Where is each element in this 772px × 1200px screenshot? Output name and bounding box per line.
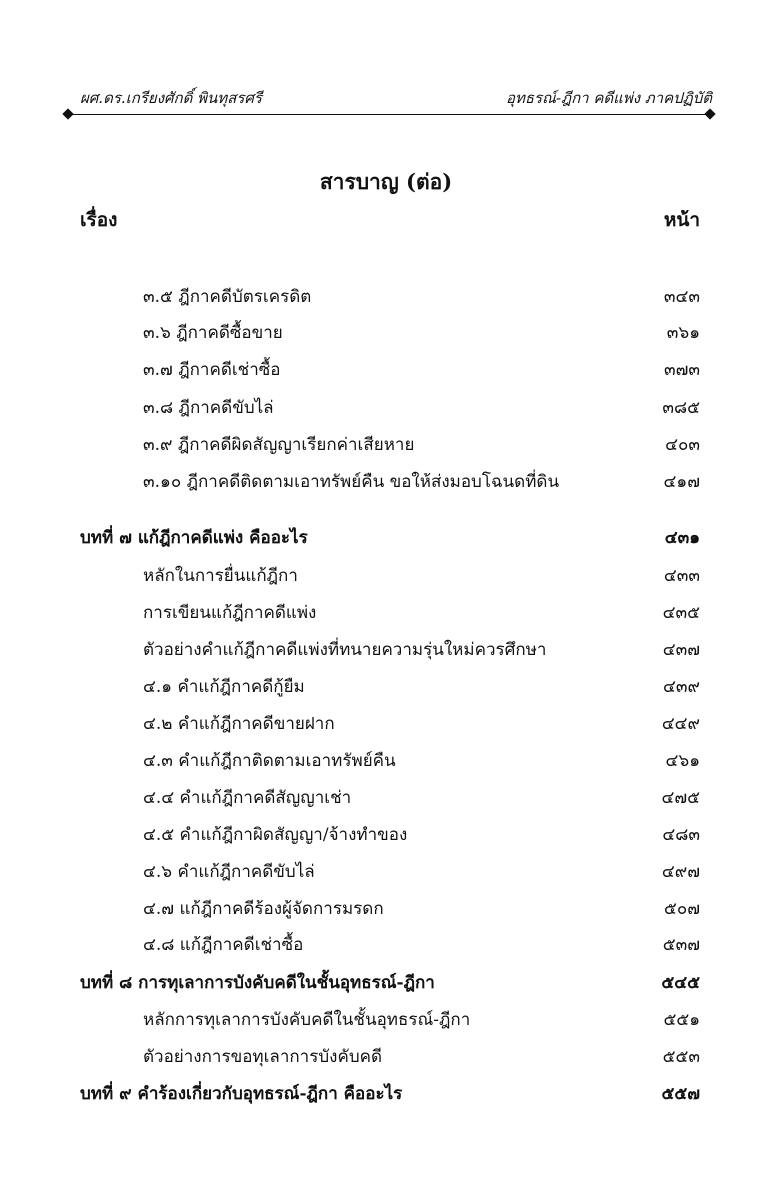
toc-entry-page: ๓๗๓: [663, 360, 700, 380]
toc-entry-page: ๔๓๓: [663, 566, 700, 586]
toc-entry-page: ๔๘๓: [662, 825, 700, 845]
toc-entry-title: บทที่ ๙ คำร้องเกี่ยวกับอุทธรณ์-ฎีกา คืออะไร: [80, 1084, 403, 1104]
toc-entry-title: หลักการทุเลาการบังคับคดีในชั้นอุทธรณ์-ฎีกา: [143, 1010, 471, 1030]
toc-entry-page: ๓๔๓: [663, 287, 700, 307]
toc-entry: [0, 599, 772, 629]
toc-entry-page: ๔๙๗: [661, 862, 700, 882]
toc-entry-title: การเขียนแก้ฎีกาคดีแพ่ง: [143, 603, 317, 623]
toc-entry-page: ๔๖๑: [665, 751, 700, 771]
toc-entry-title: ๔.๓ คำแก้ฎีกาติดตามเอาทรัพย์คืน: [143, 751, 396, 771]
toc-entry-page: ๕๐๗: [663, 899, 700, 919]
toc-entry-title: ๔.๕ คำแก้ฎีกาผิดสัญญา/จ้างทำของ: [143, 825, 408, 845]
toc-entry: [0, 1043, 772, 1073]
column-header-topic: เรื่อง: [80, 209, 118, 231]
toc-entry-title: ๔.๑ คำแก้ฎีกาคดีกู้ยืม: [143, 677, 305, 697]
toc-entry: [0, 431, 772, 461]
toc-entry-title: หลักในการยื่นแก้ฎีกา: [143, 566, 298, 586]
toc-entry: [0, 895, 772, 925]
toc-entry-title: ๓.๑๐ ฎีกาคดีติดตามเอาทรัพย์คืน ขอให้ส่งมอบโฉนดที่ดิน: [143, 472, 560, 492]
toc-entry: [0, 394, 772, 424]
toc-entry-title: บทที่ ๗ แก้ฎีกาคดีแพ่ง คืออะไร: [80, 528, 308, 548]
toc-entry-title: ๓.๖ ฎีกาคดีซื้อขาย: [143, 323, 283, 343]
header-rule-right-diamond: [704, 108, 715, 119]
toc-entry-page: ๔๗๕: [661, 788, 700, 808]
toc-entry-page: ๔๐๓: [665, 435, 700, 455]
toc-entry-page: ๔๔๙: [661, 714, 700, 734]
toc-entry-title: ๔.๔ คำแก้ฎีกาคดีสัญญาเช่า: [143, 788, 352, 808]
toc-entry-title: ๓.๗ ฎีกาคดีเช่าซื้อ: [143, 360, 281, 380]
toc-entry-page: ๕๕๗: [661, 1084, 700, 1104]
toc-entry-page: ๓๘๕: [662, 398, 700, 418]
toc-entry-page: ๕๓๗: [662, 935, 700, 955]
toc-entry: [0, 319, 772, 349]
toc-entry-title: บทที่ ๘ การทุเลาการบังคับคดีในชั้นอุทธรณ์-ฎีกา: [80, 973, 435, 993]
column-header-page: หน้า: [663, 209, 700, 231]
toc-entry: [0, 673, 772, 703]
header-author: ผศ.ดร.เกรียงศักดิ์ พินทุสรศรี: [80, 89, 262, 107]
toc-entry-page: ๕๔๕: [661, 973, 700, 993]
toc-entry: [0, 468, 772, 498]
toc-entry-title: ตัวอย่างการขอทุเลาการบังคับคดี: [143, 1047, 383, 1067]
toc-chapter: [0, 1080, 772, 1110]
toc-chapter: [0, 969, 772, 999]
page-title: สารบาญ (ต่อ): [319, 169, 453, 194]
toc-entry: [0, 710, 772, 740]
toc-entry-title: ตัวอย่างคำแก้ฎีกาคดีแพ่งที่ทนายความรุ่นใหม่ควรศึกษา: [143, 640, 547, 660]
toc-entry-page: ๔๓๙: [663, 677, 700, 697]
toc-entry: [0, 784, 772, 814]
toc-entry-title: ๔.๒ คำแก้ฎีกาคดีขายฝาก: [143, 714, 335, 734]
toc-entry-page: ๕๕๓: [662, 1047, 700, 1067]
toc-entry: [0, 562, 772, 592]
toc-entry-page: ๔๑๗: [663, 472, 700, 492]
header-rule: [68, 114, 712, 115]
toc-entry: [0, 283, 772, 313]
toc-entry-title: ๓.๙ ฎีกาคดีผิดสัญญาเรียกค่าเสียหาย: [143, 435, 415, 455]
header-book-title: อุทธรณ์-ฎีกา คดีแพ่ง ภาคปฏิบัติ: [505, 89, 712, 107]
toc-entry-page: ๔๓๑: [664, 528, 700, 548]
toc-entry-title: ๓.๕ ฎีกาคดีบัตรเครดิต: [143, 287, 312, 307]
toc-entry: [0, 356, 772, 386]
toc-entry: [0, 858, 772, 888]
toc-entry: [0, 931, 772, 961]
toc-chapter: [0, 524, 772, 554]
toc-entry: [0, 1006, 772, 1036]
toc-entry-page: ๔๓๗: [662, 640, 700, 660]
toc-entry-title: ๔.๘ แก้ฎีกาคดีเช่าซื้อ: [143, 935, 304, 955]
toc-entry: [0, 747, 772, 777]
toc-entry-title: ๔.๗ แก้ฎีกาคดีร้องผู้จัดการมรดก: [143, 899, 384, 919]
toc-entry: [0, 636, 772, 666]
toc-entry: [0, 821, 772, 851]
toc-entry-page: ๕๕๑: [663, 1010, 700, 1030]
toc-entry-title: ๓.๘ ฎีกาคดีขับไล่: [143, 398, 274, 418]
toc-entry-page: ๔๓๕: [662, 603, 700, 623]
toc-entry-page: ๓๖๑: [666, 323, 700, 343]
toc-entry-title: ๔.๖ คำแก้ฎีกาคดีขับไล่: [143, 862, 315, 882]
